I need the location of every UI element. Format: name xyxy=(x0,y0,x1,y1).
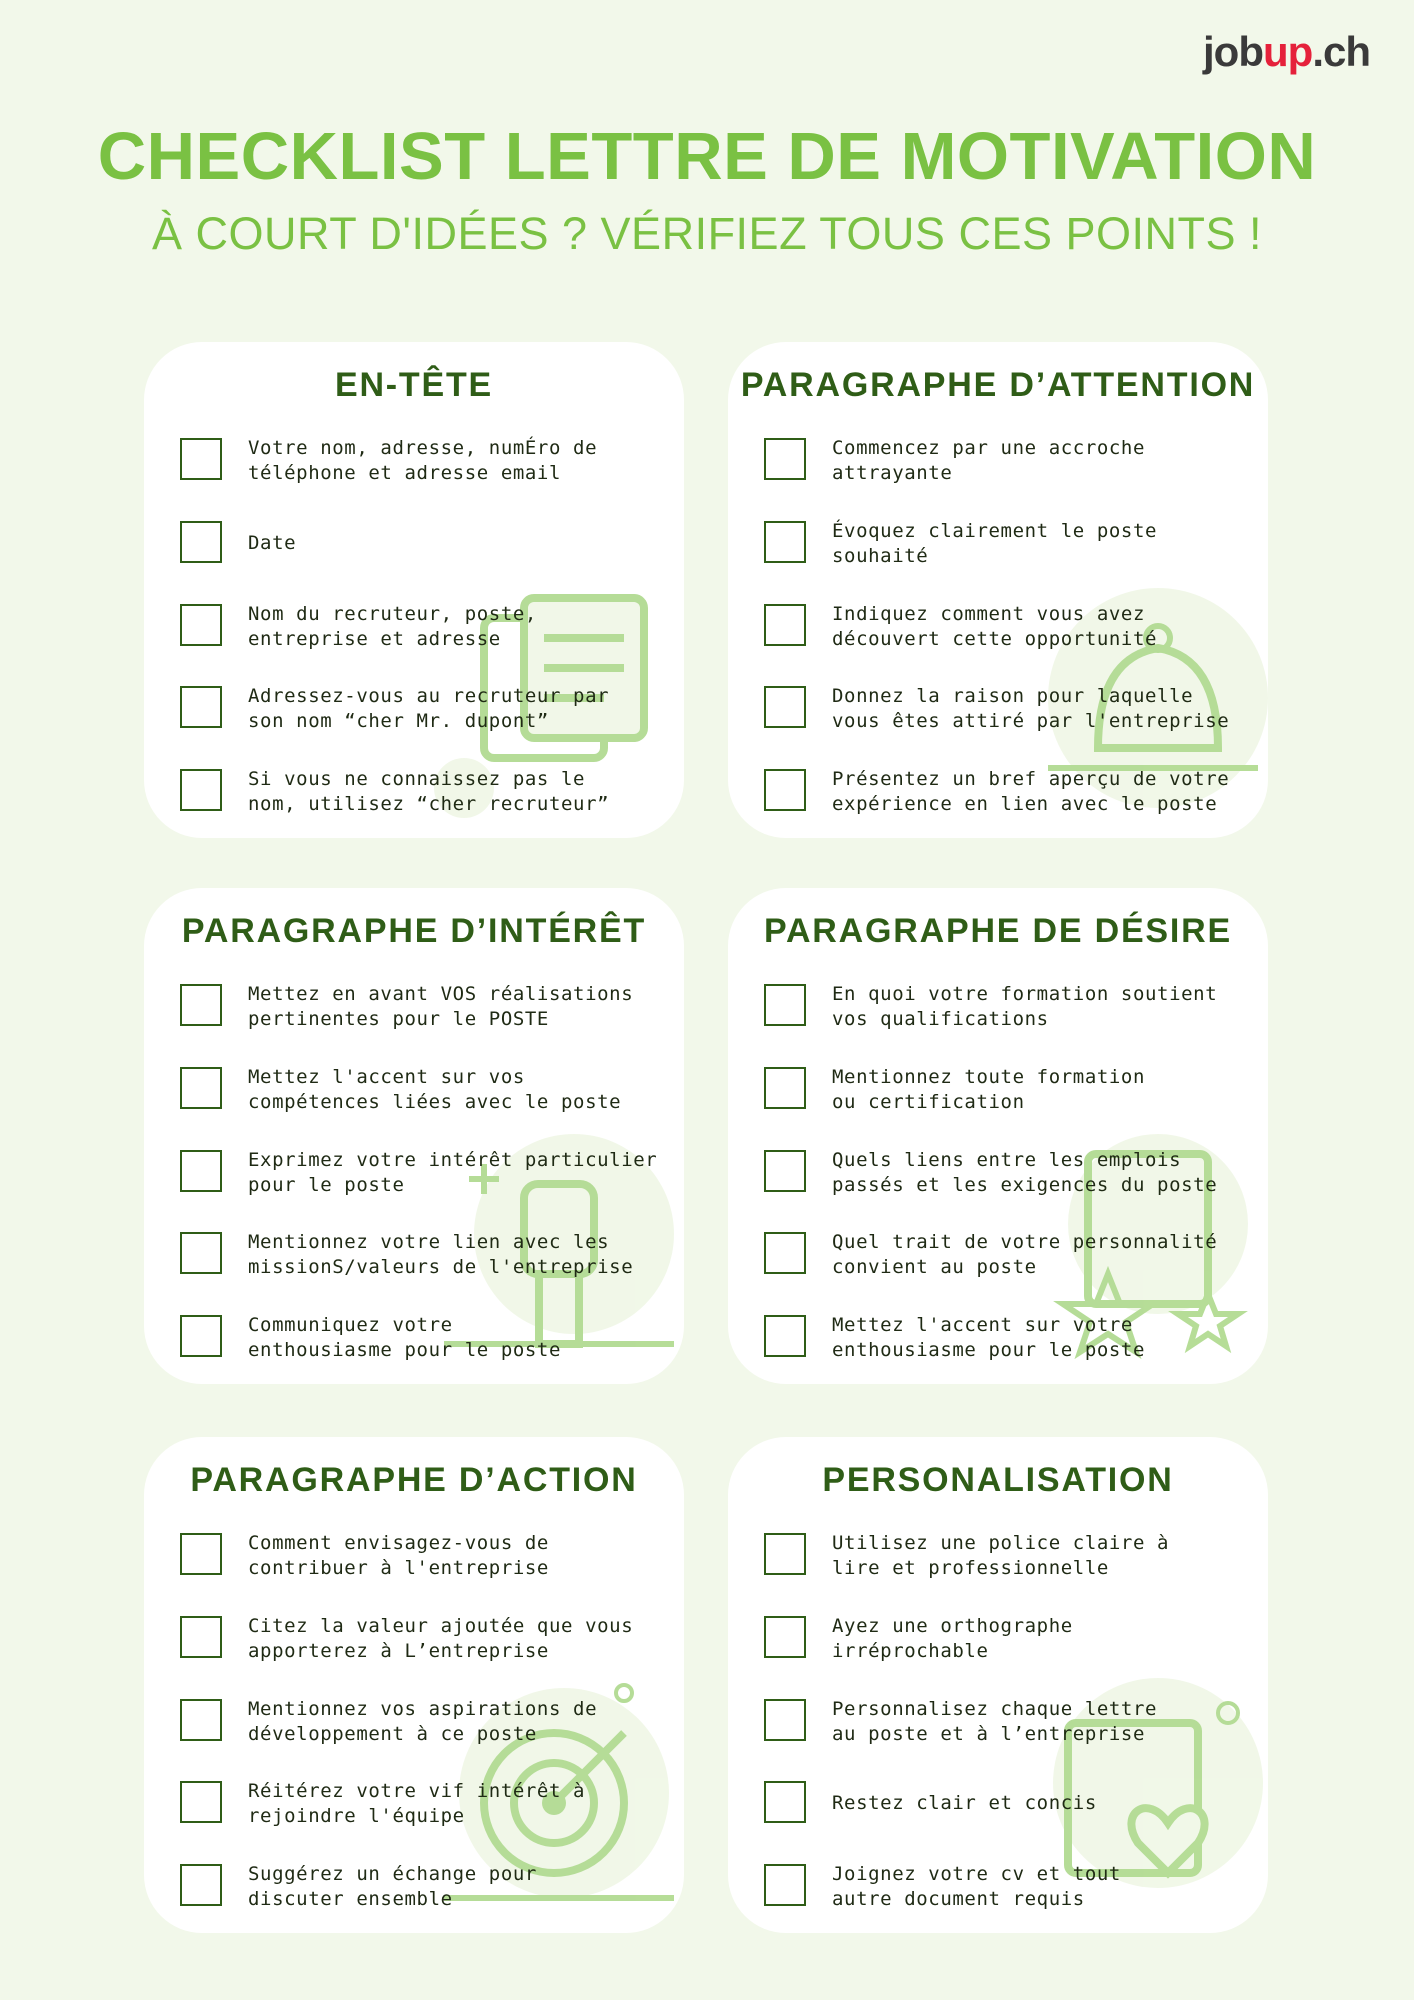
checklist-item-line: pour le poste xyxy=(248,1174,405,1196)
checklist-item-line: compétences liées avec le poste xyxy=(248,1091,622,1113)
checklist-item-label xyxy=(832,1791,1242,1816)
checklist-item xyxy=(180,602,660,658)
checklist-item-label xyxy=(248,1230,658,1280)
checkbox[interactable] xyxy=(180,1533,222,1575)
checklist-item-line: irréprochable xyxy=(832,1640,989,1662)
checklist-item-line: Donnez la raison pour laquelle xyxy=(832,685,1194,707)
jobup-logo xyxy=(1203,28,1370,76)
checkbox[interactable] xyxy=(180,604,222,646)
checklist-item-label xyxy=(248,1862,658,1912)
checklist-item xyxy=(180,519,660,575)
section-title: PARAGRAPHE D’ACTION xyxy=(190,1461,638,1499)
checklist-card-personalisation xyxy=(728,1437,1268,1933)
checklist-item-line: découvert cette opportunité xyxy=(832,628,1158,650)
checkbox[interactable] xyxy=(764,521,806,563)
checklist-item xyxy=(180,684,660,740)
checkbox[interactable] xyxy=(764,1067,806,1109)
checklist-item-line: Commencez par une accroche xyxy=(832,437,1146,459)
checkbox[interactable] xyxy=(180,686,222,728)
page-subtitle: À COURT D'IDÉES ? VÉRIFIEZ TOUS CES POINTS ! xyxy=(152,208,1262,259)
checklist-item xyxy=(180,767,660,823)
logo-text-job: job xyxy=(1203,28,1263,75)
checklist-item-line: discuter ensemble xyxy=(248,1888,453,1910)
checklist-item xyxy=(180,1148,660,1204)
checklist-item xyxy=(180,1065,660,1121)
checklist-item xyxy=(764,519,1244,575)
checklist-item xyxy=(180,1779,660,1835)
checklist-card-attention xyxy=(728,342,1268,838)
checklist-item-line: attrayante xyxy=(832,462,953,484)
checkbox[interactable] xyxy=(764,769,806,811)
checklist-item-line: Mentionnez toute formation xyxy=(832,1066,1146,1088)
checkbox[interactable] xyxy=(180,1315,222,1357)
checklist-item-line: Quels liens entre les emplois xyxy=(832,1149,1182,1171)
checklist-item-label xyxy=(832,1313,1242,1363)
checkbox[interactable] xyxy=(764,686,806,728)
checklist-item-line: téléphone et adresse email xyxy=(248,462,562,484)
checklist-item-line: Ayez une orthographe xyxy=(832,1615,1073,1637)
checklist-item-line: souhaité xyxy=(832,545,929,567)
checklist-item-line: Mettez l'accent sur votre xyxy=(832,1314,1133,1336)
checklist-item xyxy=(180,1614,660,1670)
checkbox[interactable] xyxy=(180,1232,222,1274)
checkbox[interactable] xyxy=(180,438,222,480)
checklist-item-label xyxy=(248,1614,658,1664)
checklist-item xyxy=(764,1614,1244,1670)
checklist-item-line: lire et professionnelle xyxy=(832,1557,1109,1579)
checkbox[interactable] xyxy=(764,1232,806,1274)
checklist-card-en-tete xyxy=(144,342,684,838)
checklist-item-line: Citez la valeur ajoutée que vous xyxy=(248,1615,634,1637)
page-title: CHECKLIST LETTRE DE MOTIVATION xyxy=(97,119,1317,194)
checklist-item-line: au poste et à l’entreprise xyxy=(832,1723,1146,1745)
checklist-item-line: rejoindre l'équipe xyxy=(248,1805,465,1827)
checkbox[interactable] xyxy=(764,1533,806,1575)
checklist-item-line: Présentez un bref aperçu de votre xyxy=(832,768,1230,790)
logo-text-domain: .ch xyxy=(1312,28,1370,75)
checklist-item-label xyxy=(832,519,1242,569)
checklist-item-label xyxy=(832,1697,1242,1747)
checklist-item-line: Communiquez votre xyxy=(248,1314,453,1336)
checklist-item-line: Évoquez clairement le poste xyxy=(832,520,1158,542)
checkbox[interactable] xyxy=(764,1150,806,1192)
checklist-item-line: enthousiasme pour le poste xyxy=(248,1339,562,1361)
checklist-item-label xyxy=(832,436,1242,486)
checklist-item-label xyxy=(832,1614,1242,1664)
checklist-item-label xyxy=(832,1531,1242,1581)
checklist-item-line: Mentionnez votre lien avec les xyxy=(248,1231,610,1253)
checkbox[interactable] xyxy=(764,1781,806,1823)
checklist-item-line: Adressez-vous au recruteur par xyxy=(248,685,610,707)
checklist-item-label xyxy=(832,1862,1242,1912)
checklist-item xyxy=(764,767,1244,823)
checklist-item-line: entreprise et adresse xyxy=(248,628,501,650)
checklist-item-line: Indiquez comment vous avez xyxy=(832,603,1146,625)
checkbox[interactable] xyxy=(180,521,222,563)
checkbox[interactable] xyxy=(180,1864,222,1906)
checklist-item-line: Mentionnez vos aspirations de xyxy=(248,1698,598,1720)
checklist-item-line: passés et les exigences du poste xyxy=(832,1174,1218,1196)
checklist-item-line: développement à ce poste xyxy=(248,1723,537,1745)
checkbox[interactable] xyxy=(764,1699,806,1741)
checklist-item-line: Réitérez votre vif intérêt à xyxy=(248,1780,586,1802)
checklist-item-label xyxy=(248,1697,658,1747)
checklist-item-line: Exprimez votre intérêt particulier xyxy=(248,1149,658,1171)
checkbox[interactable] xyxy=(764,984,806,1026)
checklist-item-line: Si vous ne connaissez pas le xyxy=(248,768,586,790)
checkbox[interactable] xyxy=(180,1067,222,1109)
checklist-item-line: Suggérez un échange pour xyxy=(248,1863,537,1885)
checklist-item-label xyxy=(248,1313,658,1363)
checklist-item-label xyxy=(832,684,1242,734)
checkbox[interactable] xyxy=(764,1616,806,1658)
checklist-item-label xyxy=(248,982,658,1032)
checklist-item-label xyxy=(248,436,658,486)
checklist-item-label xyxy=(248,602,658,652)
checklist-item-line: Joignez votre cv et tout xyxy=(832,1863,1121,1885)
checklist-item xyxy=(180,982,660,1038)
checklist-item xyxy=(180,1862,660,1918)
checklist-card-desire xyxy=(728,888,1268,1384)
checklist-item-line: apporterez à L’entreprise xyxy=(248,1640,549,1662)
checklist-item xyxy=(764,1862,1244,1918)
checklist-item-label xyxy=(248,531,658,556)
checklist-item-label xyxy=(832,602,1242,652)
checklist-item-label xyxy=(832,767,1242,817)
checklist-item xyxy=(764,1148,1244,1204)
checklist-item-line: vous êtes attiré par l'entreprise xyxy=(832,710,1230,732)
checklist-item xyxy=(764,1313,1244,1369)
section-title: EN-TÊTE xyxy=(334,366,494,404)
checklist-item xyxy=(764,1531,1244,1587)
checklist-item-line: Quel trait de votre personnalité xyxy=(832,1231,1218,1253)
checklist-item-line: vos qualifications xyxy=(832,1008,1049,1030)
checklist-item-label xyxy=(248,1148,658,1198)
checklist-item xyxy=(764,1065,1244,1121)
section-title: PARAGRAPHE D’ATTENTION xyxy=(740,366,1256,404)
checklist-item-label xyxy=(248,1065,658,1115)
checklist-item-line: Mettez en avant VOS réalisations xyxy=(248,983,634,1005)
checkbox[interactable] xyxy=(180,1699,222,1741)
checklist-item xyxy=(180,436,660,492)
checklist-card-action xyxy=(144,1437,684,1933)
checkbox[interactable] xyxy=(180,769,222,811)
checklist-item-line: Votre nom, adresse, numÉro de xyxy=(248,437,598,459)
checkbox[interactable] xyxy=(180,1616,222,1658)
checklist-item xyxy=(180,1531,660,1587)
checklist-item-label xyxy=(832,1148,1242,1198)
section-title: PARAGRAPHE D’INTÉRÊT xyxy=(181,912,647,950)
checklist-item-line: Mettez l'accent sur vos xyxy=(248,1066,525,1088)
checklist-item-label xyxy=(248,1779,658,1829)
checklist-item-label xyxy=(248,1531,658,1581)
checklist-item-label xyxy=(832,982,1242,1032)
checklist-item xyxy=(764,684,1244,740)
checklist-item-line: convient au poste xyxy=(832,1256,1037,1278)
checklist-item xyxy=(180,1313,660,1369)
checklist-item-line: missionS/valeurs de l'entreprise xyxy=(248,1256,634,1278)
checklist-item-label xyxy=(832,1065,1242,1115)
checkbox[interactable] xyxy=(180,1150,222,1192)
checkbox[interactable] xyxy=(764,1864,806,1906)
section-title: PARAGRAPHE DE DÉSIRE xyxy=(764,912,1232,950)
checklist-item xyxy=(180,1230,660,1286)
checklist-item xyxy=(764,982,1244,1038)
checklist-item-label xyxy=(248,684,658,734)
checklist-item-line: En quoi votre formation soutient xyxy=(832,983,1218,1005)
checklist-item xyxy=(180,1697,660,1753)
checkbox[interactable] xyxy=(764,604,806,646)
checklist-item-line: Restez clair et concis xyxy=(832,1792,1097,1814)
checklist-item-line: Utilisez une police claire à xyxy=(832,1532,1170,1554)
checklist-item-line: ou certification xyxy=(832,1091,1025,1113)
checklist-item-label xyxy=(832,1230,1242,1280)
checklist-item-line: Nom du recruteur, poste, xyxy=(248,603,537,625)
checkbox[interactable] xyxy=(764,438,806,480)
checklist-item-line: Date xyxy=(248,532,297,554)
logo-text-up: up xyxy=(1263,28,1313,75)
checklist-item-line: expérience en lien avec le poste xyxy=(832,793,1218,815)
checklist-item-line: nom, utilisez “cher recruteur” xyxy=(248,793,610,815)
checkbox[interactable] xyxy=(764,1315,806,1357)
checklist-item xyxy=(764,1697,1244,1753)
checklist-item-label xyxy=(248,767,658,817)
checklist-item xyxy=(764,436,1244,492)
checklist-item-line: Personnalisez chaque lettre xyxy=(832,1698,1158,1720)
checklist-item-line: enthousiasme pour le poste xyxy=(832,1339,1146,1361)
checklist-item-line: son nom “cher Mr. dupont” xyxy=(248,710,549,732)
checklist-item-line: autre document requis xyxy=(832,1888,1085,1910)
checklist-item-line: Comment envisagez-vous de xyxy=(248,1532,549,1554)
checklist-card-interet xyxy=(144,888,684,1384)
checkbox[interactable] xyxy=(180,984,222,1026)
checklist-item-line: contribuer à l'entreprise xyxy=(248,1557,549,1579)
checklist-item xyxy=(764,602,1244,658)
section-title: PERSONALISATION xyxy=(822,1461,1174,1499)
checklist-item xyxy=(764,1230,1244,1286)
checkbox[interactable] xyxy=(180,1781,222,1823)
checklist-item xyxy=(764,1779,1244,1835)
checklist-item-line: pertinentes pour le POSTE xyxy=(248,1008,549,1030)
